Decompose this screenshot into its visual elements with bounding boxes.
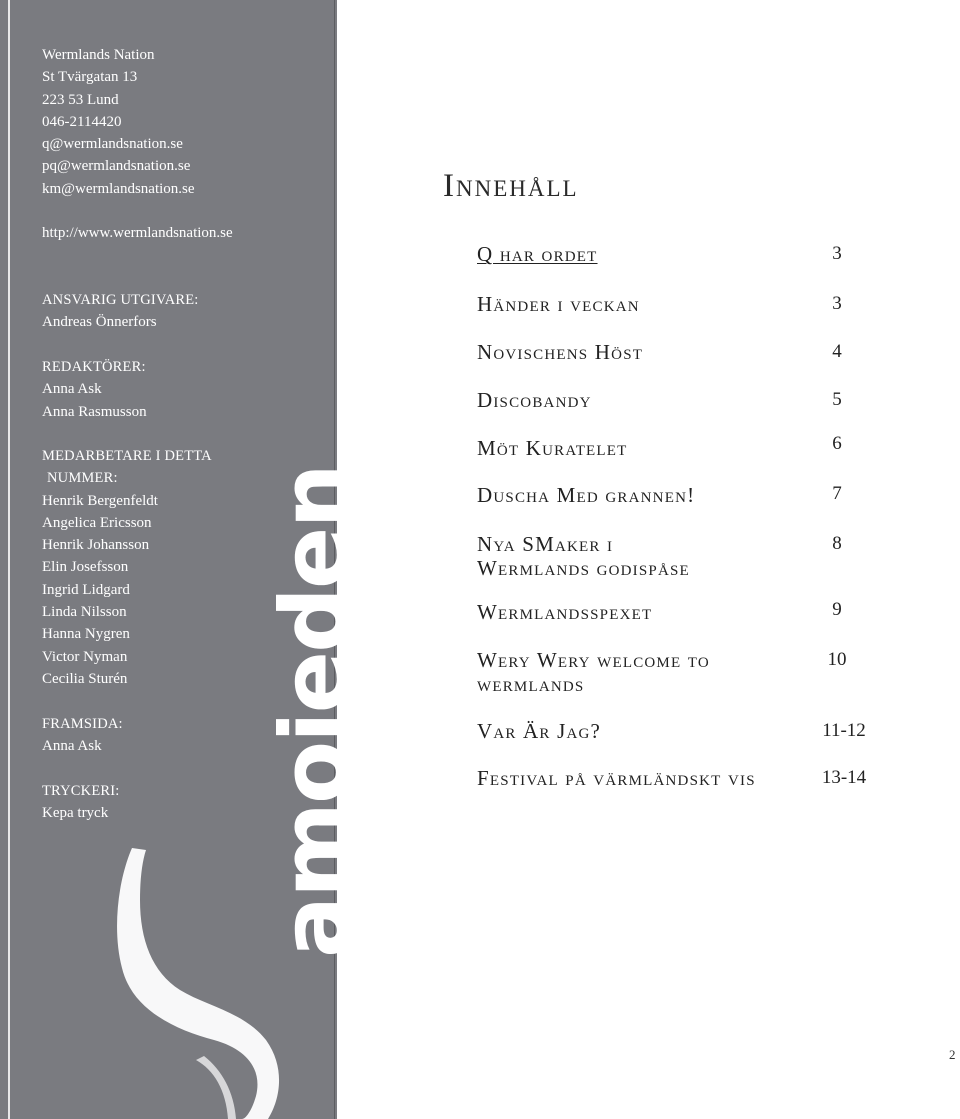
cover-block [42, 713, 123, 758]
logo-s-brush [196, 1056, 236, 1119]
email-link[interactable]: km@wermlandsnation.se [42, 180, 195, 197]
toc-item-label: Festival på värmländskt vis [477, 766, 756, 790]
toc-item[interactable] [477, 242, 877, 266]
contributors-heading: MEDARBETARE I DETTA [42, 448, 212, 464]
toc-item-page: 10 [827, 649, 847, 670]
toc-item[interactable] [477, 600, 877, 624]
toc-item-page: 11-12 [822, 720, 866, 741]
toc-item-page: 6 [832, 433, 842, 454]
printer-heading: TRYCKERI: [42, 783, 120, 799]
logo-wordmark: amoieden [261, 465, 368, 958]
publisher-block [42, 289, 199, 334]
toc-item-label: Duscha Med grannen! [477, 483, 696, 507]
toc-item[interactable] [477, 433, 877, 460]
toc-item[interactable] [477, 719, 877, 743]
contributor-name: Victor Nyman [42, 648, 128, 665]
toc-item-page: 5 [832, 389, 842, 410]
toc-item-page: 9 [832, 599, 842, 620]
publisher-heading: ANSVARIG UTGIVARE: [42, 292, 199, 308]
toc-item[interactable] [477, 388, 877, 412]
editors-block [42, 356, 147, 423]
contact-line: Wermlands Nation [42, 47, 155, 63]
website-link[interactable]: http://www.wermlandsnation.se [42, 225, 233, 241]
contributors-block [42, 445, 212, 690]
publisher-name: Andreas Önnerfors [42, 314, 157, 331]
contributor-name: Hanna Nygren [42, 626, 130, 643]
printer-name: Kepa tryck [42, 805, 109, 822]
sidebar [0, 0, 368, 1119]
toc-item-page: 7 [832, 483, 842, 504]
editors-heading: REDAKTÖRER: [42, 359, 146, 375]
toc-item-label: Novischens Höst [477, 340, 644, 364]
toc-item-label: Händer i veckan [477, 292, 640, 316]
toc-item-label: Wermlandsspexet [477, 600, 653, 624]
toc-item[interactable] [477, 292, 877, 316]
contributor-name: Cecilia Sturén [42, 670, 128, 687]
editor-name: Anna Ask [42, 381, 102, 398]
toc-item-label: Var Är Jag? [477, 719, 602, 743]
toc-title: Innehåll [443, 168, 579, 204]
toc-item[interactable] [477, 532, 877, 580]
toc-item-page: 3 [832, 243, 842, 264]
toc-item-label-continued: Wermlands godispåse [477, 556, 690, 580]
contributor-name: Elin Josefsson [42, 559, 129, 576]
contributor-name: Angelica Ericsson [42, 514, 152, 531]
contact-line: 223 53 Lund [42, 91, 119, 108]
toc-item-label: Q har ordet [477, 242, 598, 266]
toc-item-label: Nya SMaker i [477, 532, 614, 556]
toc-item-page: 3 [832, 293, 842, 314]
toc-item[interactable] [477, 648, 877, 696]
toc-item-page: 13-14 [821, 767, 867, 788]
email-link[interactable]: pq@wermlandsnation.se [42, 158, 191, 175]
cover-artist: Anna Ask [42, 738, 102, 755]
contributor-name: Henrik Johansson [42, 537, 150, 554]
toc-item-label: Discobandy [477, 388, 592, 412]
cover-heading: FRAMSIDA: [42, 716, 123, 732]
toc-item[interactable] [477, 340, 877, 364]
toc-item[interactable] [477, 766, 877, 790]
page-number: 2 [949, 1047, 956, 1062]
contributor-name: Linda Nilsson [42, 604, 127, 621]
printer-block [42, 780, 120, 825]
contact-block [42, 44, 195, 200]
contributor-name: Ingrid Lidgard [42, 581, 130, 598]
contributors-heading-continued: NUMMER: [47, 470, 118, 487]
toc-item-page: 4 [832, 341, 842, 362]
toc-item-label: Möt Kuratelet [477, 436, 628, 460]
toc-item-page: 8 [832, 533, 842, 554]
contributor-name: Henrik Bergenfeldt [42, 492, 158, 509]
toc-item-label-continued: wermlands [477, 672, 585, 696]
contact-line: 046-2114420 [42, 113, 122, 130]
editor-name: Anna Rasmusson [42, 403, 147, 420]
website-block [42, 222, 233, 244]
toc-item-label: Wery Wery welcome to [477, 648, 710, 672]
logo-s-swash [117, 848, 279, 1119]
toc-item[interactable] [477, 483, 877, 507]
email-link[interactable]: q@wermlandsnation.se [42, 136, 183, 153]
contact-line: St Tvärgatan 13 [42, 69, 138, 86]
